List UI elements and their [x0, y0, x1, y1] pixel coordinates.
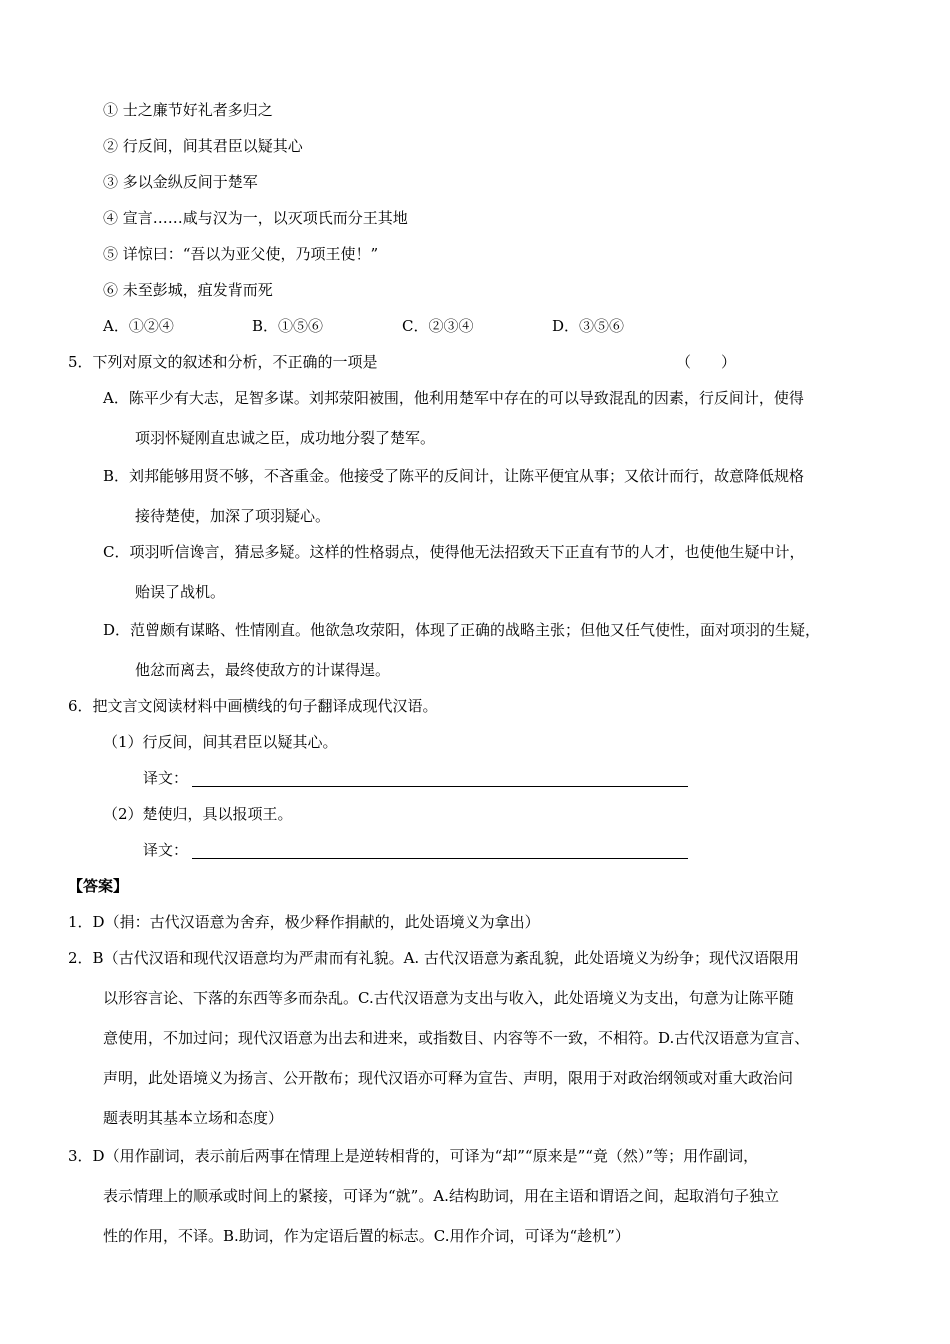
answer-2-line4: 声明，此处语境义为扬言、公开散布；现代汉语亦可释为宣告、声明，限用于对政治纲领或对重大政治问 — [103, 1069, 794, 1087]
q5-option-c-line1: C．项羽听信谗言，猜忌多疑。这样的性格弱点，使得他无法招致天下正直有节的人才，也使他生疑中计， — [103, 543, 805, 561]
q5-option-c-line2: 贻误了战机。 — [135, 583, 226, 601]
q6-stem: 6．把文言文阅读材料中画横线的句子翻译成现代汉语。 — [68, 697, 438, 715]
answer-2-line1: 2．B（古代汉语和现代汉语意均为严肃而有礼貌。A. 古代汉语意为紊乱貌，此处语境义为纷争；现代汉语限用 — [68, 949, 799, 967]
q4-item-3: ③ 多以金纵反间于楚军 — [103, 173, 258, 191]
answer-3-line2: 表示情理上的顺承或时间上的紧接，可译为“就”。A.结构助词，用在主语和谓语之间，起取消句子独立 — [103, 1187, 779, 1205]
answer-1: 1．D（捐：古代汉语意为舍弃，极少释作捐献的，此处语境义为拿出） — [68, 913, 540, 931]
q5-stem: 5．下列对原文的叙述和分析，不正确的一项是 — [68, 353, 378, 371]
answer-2-line2: 以形容言论、下落的东西等多而杂乱。C.古代汉语意为支出与收入，此处语境义为支出，句意为让陈平随 — [103, 989, 794, 1007]
q4-item-4: ④ 宣言……咸与汉为一，以灭项氏而分王其地 — [103, 209, 408, 227]
q5-option-d-line1: D．范曾颇有谋略、性情刚直。他欲急攻荥阳，体现了正确的战略主张；但他又任气使性，面对项羽的生疑， — [103, 621, 821, 639]
answer-3-line3: 性的作用，不译。B.助词，作为定语后置的标志。C.用作介词，可译为“趁机”） — [103, 1227, 630, 1245]
q4-option-c: C．②③④ — [402, 317, 474, 335]
q5-option-b-line2: 接待楚使，加深了项羽疑心。 — [135, 507, 331, 525]
q6-translation-blank-2[interactable] — [192, 858, 688, 859]
answer-3-line1: 3．D（用作副词，表示前后两事在情理上是逆转相背的，可译为“却”“原来是”“竟（然）”等；用作副词， — [68, 1147, 759, 1165]
q5-answer-paren: （ ） — [676, 353, 737, 371]
q6-sentence-1: （1）行反间，间其君臣以疑其心。 — [103, 733, 338, 751]
q4-option-a: A．①②④ — [103, 317, 174, 335]
q4-option-b: B．①⑤⑥ — [252, 317, 324, 335]
q5-option-a-line2: 项羽怀疑刚直忠诚之臣，成功地分裂了楚军。 — [135, 429, 436, 447]
q4-item-6: ⑥ 未至彭城，疽发背而死 — [103, 281, 273, 299]
q4-item-2: ② 行反间，间其君臣以疑其心 — [103, 137, 303, 155]
q6-translation-label-2: 译文： — [143, 841, 189, 859]
q4-item-5: ⑤ 详惊曰：“吾以为亚父使，乃项王使！” — [103, 245, 379, 263]
answer-2-line5: 题表明其基本立场和态度） — [103, 1109, 284, 1127]
q5-option-d-line2: 他忿而离去，最终使敌方的计谋得逞。 — [135, 661, 391, 679]
q6-sentence-2: （2）楚使归，具以报项王。 — [103, 805, 293, 823]
q6-translation-blank-1[interactable] — [192, 786, 688, 787]
q5-option-a-line1: A．陈平少有大志，足智多谋。刘邦荥阳被围，他利用楚军中存在的可以导致混乱的因素，行反间计，使得 — [103, 389, 804, 407]
q4-item-1: ① 士之廉节好礼者多归之 — [103, 101, 273, 119]
q5-option-b-line1: B．刘邦能够用贤不够，不吝重金。他接受了陈平的反间计，让陈平便宜从事；又依计而行，故意降低规格 — [103, 467, 805, 485]
q4-option-d: D．③⑤⑥ — [552, 317, 625, 335]
q6-translation-label-1: 译文： — [143, 769, 189, 787]
answer-header: 【答案】 — [68, 877, 129, 895]
answer-2-line3: 意使用，不加过问；现代汉语意为出去和进来，或指数目、内容等不一致，不相符。D.古代汉语意为宣言、 — [103, 1029, 810, 1047]
